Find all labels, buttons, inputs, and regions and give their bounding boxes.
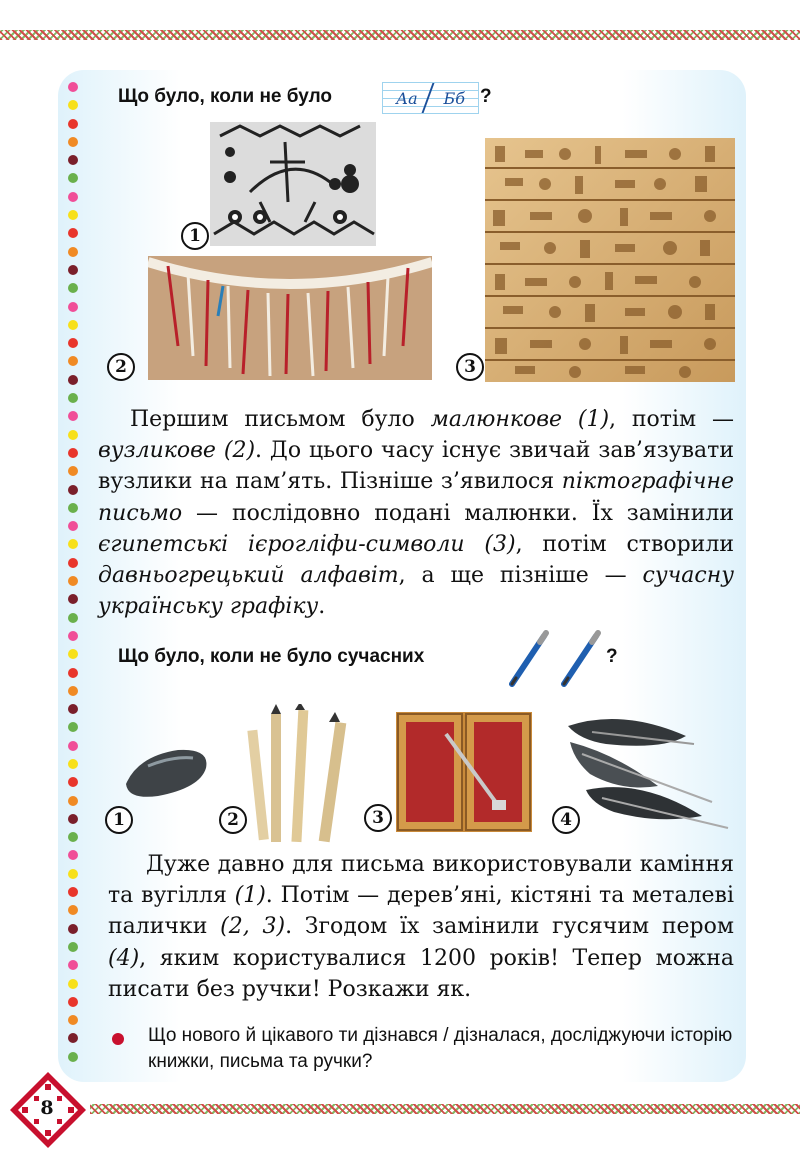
- decorative-dot: [68, 558, 78, 568]
- decorative-dot: [68, 485, 78, 495]
- decorative-dot: [68, 173, 78, 183]
- decorative-dot: [68, 100, 78, 110]
- decorative-dot: [68, 521, 78, 531]
- decorative-dot: [68, 411, 78, 421]
- decorative-dot: [68, 155, 78, 165]
- decorative-dot: [68, 1033, 78, 1043]
- quill-feathers-image: [562, 708, 734, 832]
- decorative-dot: [68, 594, 78, 604]
- decorative-dot: [68, 814, 78, 824]
- decorative-dot: [68, 960, 78, 970]
- decorative-dot: [68, 356, 78, 366]
- decorative-dot: [68, 1015, 78, 1025]
- decorative-dot: [68, 320, 78, 330]
- pictograph-image: [210, 122, 376, 246]
- decorative-dot: [68, 905, 78, 915]
- decorative-dot: [68, 302, 78, 312]
- card-letter-b: Бб: [443, 88, 466, 108]
- section2-question-mark: ?: [606, 646, 618, 667]
- decorative-dot: [68, 631, 78, 641]
- image-number-3: 3: [456, 353, 484, 381]
- decorative-dot: [68, 668, 78, 678]
- decorative-dot-column: [68, 82, 80, 1070]
- section1-title: Що було, коли не було: [118, 86, 333, 107]
- tool-number-3: 3: [364, 804, 392, 832]
- alphabet-card-icon: [382, 82, 479, 114]
- decorative-dot: [68, 539, 78, 549]
- decorative-dot: [68, 649, 78, 659]
- tool-number-4: 4: [552, 806, 580, 834]
- decorative-dot: [68, 777, 78, 787]
- decorative-dot: [68, 887, 78, 897]
- decorative-dot: [68, 430, 78, 440]
- tool-number-1: 1: [105, 806, 133, 834]
- decorative-dot: [68, 247, 78, 257]
- decorative-dot: [68, 338, 78, 348]
- decorative-dot: [68, 704, 78, 714]
- decorative-dot: [68, 192, 78, 202]
- decorative-dot: [68, 796, 78, 806]
- section1-question-mark: ?: [480, 86, 492, 107]
- decorative-dot: [68, 613, 78, 623]
- decorative-dot: [68, 722, 78, 732]
- decorative-dot: [68, 576, 78, 586]
- decorative-dot: [68, 119, 78, 129]
- image-number-2: 2: [107, 353, 135, 381]
- discussion-question: Що нового й цікавого ти дізнався / дізналася, досліджуючи історію книжки, письма та ручки?: [148, 1025, 733, 1072]
- decorative-dot: [68, 832, 78, 842]
- decorative-dot: [68, 942, 78, 952]
- decorative-dot: [68, 137, 78, 147]
- decorative-dot: [68, 979, 78, 989]
- pens-icon: [500, 630, 606, 690]
- decorative-dot: [68, 997, 78, 1007]
- knot-writing-image: [148, 256, 432, 380]
- coal-stone-image: [118, 742, 214, 802]
- paragraph-history-of-writing: Першим письмом було малюнкове (1), потім — вузликове (2). До цього часу існує звичай зав’язувати вузлики на пам’ять. Пізніше з’явилося піктографічне письмо — послідовно подані малюнки. Їх замінили єгипетські ієрогліфи-символи (3), потім створили давньогрецький алфавіт, а ще пізніше — сучасну українську графіку.: [98, 407, 734, 620]
- decorative-dot: [68, 1052, 78, 1062]
- hieroglyphs-image: [485, 138, 735, 382]
- card-letter-a: Аа: [395, 88, 418, 108]
- decorative-dot: [68, 82, 78, 92]
- top-ornament-border: [0, 30, 800, 40]
- decorative-dot: [68, 393, 78, 403]
- wax-tablet-image: [396, 712, 532, 832]
- decorative-dot: [68, 924, 78, 934]
- decorative-dot: [68, 466, 78, 476]
- wooden-sticks-image: [245, 704, 355, 844]
- bottom-ornament-border: [90, 1104, 800, 1114]
- decorative-dot: [68, 759, 78, 769]
- decorative-dot: [68, 686, 78, 696]
- section2-title: Що було, коли не було сучасних: [118, 646, 425, 667]
- paragraph-writing-tools: Дуже давно для письма використовували каміння та вугілля (1). Потім — дерев’яні, кістяні та металеві палички (2, 3). Згодом їх замінили гусячим пером (4), яким користувалися 1200 років! Тепер можна писати без ручки! Розкажи як.: [108, 852, 734, 1002]
- tool-number-2: 2: [219, 806, 247, 834]
- decorative-dot: [68, 448, 78, 458]
- page-number: 8: [40, 1097, 54, 1119]
- image-number-1: 1: [181, 222, 209, 250]
- bullet-dot-icon: [112, 1033, 124, 1045]
- decorative-dot: [68, 850, 78, 860]
- decorative-dot: [68, 265, 78, 275]
- decorative-dot: [68, 283, 78, 293]
- decorative-dot: [68, 228, 78, 238]
- decorative-dot: [68, 503, 78, 513]
- decorative-dot: [68, 869, 78, 879]
- decorative-dot: [68, 741, 78, 751]
- decorative-dot: [68, 375, 78, 385]
- decorative-dot: [68, 210, 78, 220]
